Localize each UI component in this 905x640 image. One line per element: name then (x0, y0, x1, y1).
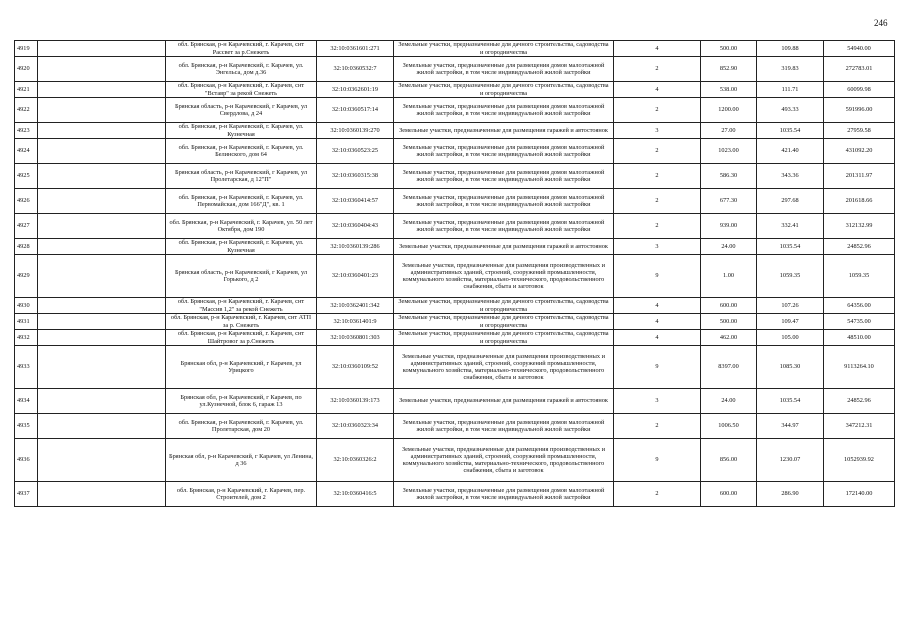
cadastral-value-cell: 201311.97 (824, 164, 895, 189)
row-number: 4923 (15, 123, 38, 139)
table-row (15, 239, 895, 255)
land-use-cell: Земельные участки, предназначенные для размещения производственных и административных зданий, строений, сооружений промышленности, коммунального хозяйства, материально-технического, продовольственного снабжения, сбыта и заготовок (394, 439, 614, 482)
cadastral-value-cell: 48510.00 (824, 330, 895, 346)
table-row (15, 164, 895, 189)
land-use-cell: Земельные участки, предназначенные для размещения домов малоэтажной жилой застройки, в том числе индивидуальной жилой застройки (394, 482, 614, 507)
specific-value-cell: 421.40 (757, 139, 824, 164)
cadastral-number-cell: 32:10:0361601:271 (317, 41, 394, 57)
area-cell: 600.00 (701, 482, 757, 507)
address-cell: обл. Брянская, р-н Карачевский, г. Карачев, снт "Массив 1,2" за рекой Снежеть (166, 298, 317, 314)
group-cell: 2 (614, 139, 701, 164)
row-number: 4934 (15, 389, 38, 414)
cadastral-value-cell: 431092.20 (824, 139, 895, 164)
group-cell: 3 (614, 239, 701, 255)
table-row (15, 482, 895, 507)
empty-cell (38, 255, 166, 298)
cadastral-number-cell: 32:10:0361401:9 (317, 314, 394, 330)
empty-cell (38, 82, 166, 98)
table-row (15, 214, 895, 239)
cadastral-number-cell: 32:10:0360416:5 (317, 482, 394, 507)
cadastral-value-cell: 312132.99 (824, 214, 895, 239)
table-row (15, 57, 895, 82)
cadastral-value-cell: 27959.58 (824, 123, 895, 139)
address-cell: Брянская обл, р-н Карачевский, г Карачев, ул Ленина, д 36 (166, 439, 317, 482)
land-use-cell: Земельные участки, предназначенные для размещения гаражей и автостоянок (394, 123, 614, 139)
table-body (15, 41, 895, 507)
address-cell: обл. Брянская, р-н Карачевский, г. Карачев, ул. Кузнечная (166, 123, 317, 139)
cadastral-value-cell: 347212.31 (824, 414, 895, 439)
empty-cell (38, 189, 166, 214)
specific-value-cell: 493.33 (757, 98, 824, 123)
cadastral-number-cell: 32:10:0360139:286 (317, 239, 394, 255)
address-cell: обл. Брянская, р-н Карачевский, г. Карачев, пер. Строителей, дом 2 (166, 482, 317, 507)
address-cell: Брянская обл, р-н Карачевский, г Карачев, по ул.Кузнечной, блок 6, гараж 13 (166, 389, 317, 414)
cadastral-value-cell: 272783.01 (824, 57, 895, 82)
cadastral-number-cell: 32:10:0360109:52 (317, 346, 394, 389)
row-number: 4927 (15, 214, 38, 239)
row-number: 4919 (15, 41, 38, 57)
land-use-cell: Земельные участки, предназначенные для размещения домов малоэтажной жилой застройки, в том числе индивидуальной жилой застройки (394, 414, 614, 439)
cadastral-value-cell: 1052939.92 (824, 439, 895, 482)
empty-cell (38, 239, 166, 255)
table-row (15, 41, 895, 57)
cadastral-number-cell: 32:10:0360139:270 (317, 123, 394, 139)
specific-value-cell: 344.97 (757, 414, 824, 439)
group-cell: 4 (614, 298, 701, 314)
area-cell: 462.00 (701, 330, 757, 346)
cadastral-value-cell: 64356.00 (824, 298, 895, 314)
table-row (15, 414, 895, 439)
cadastral-number-cell: 32:10:0360414:57 (317, 189, 394, 214)
specific-value-cell: 109.47 (757, 314, 824, 330)
empty-cell (38, 346, 166, 389)
cadastral-value-cell: 24852.96 (824, 389, 895, 414)
empty-cell (38, 439, 166, 482)
group-cell: 2 (614, 164, 701, 189)
table-row (15, 346, 895, 389)
group-cell: 4 (614, 330, 701, 346)
land-use-cell: Земельные участки, предназначенные для размещения производственных и административных зданий, строений, сооружений промышленности, коммунального хозяйства, материально-технического, продовольственного снабжения, сбыта и заготовок (394, 346, 614, 389)
address-cell: Брянская обл, р-н Карачевский, г Карачев, ул Урицкого (166, 346, 317, 389)
specific-value-cell: 111.71 (757, 82, 824, 98)
cadastral-value-cell: 591996.00 (824, 98, 895, 123)
row-number: 4930 (15, 298, 38, 314)
cadastral-number-cell: 32:10:0360326:2 (317, 439, 394, 482)
group-cell: 2 (614, 414, 701, 439)
empty-cell (38, 57, 166, 82)
group-cell: 3 (614, 389, 701, 414)
address-cell: обл. Брянская, р-н Карачевский, г. Карачев, снт Рассвет за р.Снежеть (166, 41, 317, 57)
empty-cell (38, 123, 166, 139)
table-row (15, 189, 895, 214)
table-row (15, 255, 895, 298)
area-cell: 852.90 (701, 57, 757, 82)
row-number: 4922 (15, 98, 38, 123)
row-number: 4921 (15, 82, 38, 98)
row-number: 4926 (15, 189, 38, 214)
row-number: 4932 (15, 330, 38, 346)
empty-cell (38, 314, 166, 330)
area-cell: 1023.00 (701, 139, 757, 164)
cadastral-value-cell: 172140.00 (824, 482, 895, 507)
area-cell: 500.00 (701, 41, 757, 57)
address-cell: Брянская область, р-н Карачевский, г Карачев, ул Горького, д 2 (166, 255, 317, 298)
group-cell: 2 (614, 214, 701, 239)
row-number: 4929 (15, 255, 38, 298)
land-use-cell: Земельные участки, предназначенные для размещения домов малоэтажной жилой застройки, в том числе индивидуальной жилой застройки (394, 139, 614, 164)
empty-cell (38, 389, 166, 414)
address-cell: обл. Брянская, р-н Карачевский, г. Карачев, снт "Вставр" за рекой Снежеть (166, 82, 317, 98)
empty-cell (38, 214, 166, 239)
address-cell: Брянская область, р-н Карачевский, г Карачев, ул Свердлова, д 24 (166, 98, 317, 123)
specific-value-cell: 286.90 (757, 482, 824, 507)
area-cell: 1006.50 (701, 414, 757, 439)
group-cell: 9 (614, 439, 701, 482)
land-use-cell: Земельные участки, предназначенные для размещения домов малоэтажной жилой застройки, в том числе индивидуальной жилой застройки (394, 214, 614, 239)
specific-value-cell: 1059.35 (757, 255, 824, 298)
land-use-cell: Земельные участки, предназначенные для размещения домов малоэтажной жилой застройки, в том числе индивидуальной жилой застройки (394, 189, 614, 214)
table-row (15, 139, 895, 164)
specific-value-cell: 343.36 (757, 164, 824, 189)
cadastral-number-cell: 32:10:0360139:173 (317, 389, 394, 414)
specific-value-cell: 332.41 (757, 214, 824, 239)
address-cell: обл. Брянская, р-н Карачевский, г. Карачев, ул. Первомайская, дом 166"Д", кв. 1 (166, 189, 317, 214)
cadastral-number-cell: 32:10:0360315:38 (317, 164, 394, 189)
empty-cell (38, 482, 166, 507)
area-cell: 856.00 (701, 439, 757, 482)
empty-cell (38, 98, 166, 123)
cadastral-number-cell: 32:10:0360532:7 (317, 57, 394, 82)
area-cell: 600.00 (701, 298, 757, 314)
cadastral-number-cell: 32:10:0362401:342 (317, 298, 394, 314)
group-cell: 4 (614, 82, 701, 98)
cadastral-number-cell: 32:10:0360801:303 (317, 330, 394, 346)
cadastral-number-cell: 32:10:0360401:23 (317, 255, 394, 298)
group-cell: 4 (614, 314, 701, 330)
group-cell: 9 (614, 255, 701, 298)
area-cell: 500.00 (701, 314, 757, 330)
area-cell: 24.00 (701, 389, 757, 414)
empty-cell (38, 330, 166, 346)
specific-value-cell: 297.68 (757, 189, 824, 214)
area-cell: 8397.00 (701, 346, 757, 389)
address-cell: обл. Брянская, р-н Карачевский, г. Карачев, ул. Пролетарская, дом 20 (166, 414, 317, 439)
cadastral-value-cell: 201618.66 (824, 189, 895, 214)
row-number: 4928 (15, 239, 38, 255)
address-cell: обл. Брянская, р-н Карачевский, г. Карачев, ул. 50 лет Октября, дом 190 (166, 214, 317, 239)
specific-value-cell: 1035.54 (757, 123, 824, 139)
land-use-cell: Земельные участки, предназначенные для дачного строительства, садоводства и огородничества (394, 298, 614, 314)
cadastral-number-cell: 32:10:0360404:43 (317, 214, 394, 239)
row-number: 4933 (15, 346, 38, 389)
address-cell: обл. Брянская, р-н Карачевский, г. Карачев, ул. Кузнечная (166, 239, 317, 255)
land-use-cell: Земельные участки, предназначенные для дачного строительства, садоводства и огородничества (394, 330, 614, 346)
area-cell: 27.00 (701, 123, 757, 139)
land-use-cell: Земельные участки, предназначенные для дачного строительства, садоводства и огородничества (394, 314, 614, 330)
specific-value-cell: 107.26 (757, 298, 824, 314)
cadastral-value-cell: 9113264.10 (824, 346, 895, 389)
address-cell: обл. Брянская, р-н Карачевский, г. Карачев, ул. Энгельса, дом д.36 (166, 57, 317, 82)
group-cell: 2 (614, 189, 701, 214)
row-number: 4925 (15, 164, 38, 189)
row-number: 4935 (15, 414, 38, 439)
page-number: 246 (874, 18, 888, 28)
area-cell: 1200.00 (701, 98, 757, 123)
area-cell: 538.00 (701, 82, 757, 98)
group-cell: 2 (614, 482, 701, 507)
address-cell: обл. Брянская, р-н Карачевский, г. Карачев, снт Шайтровог за р.Снежеть (166, 330, 317, 346)
cadastral-number-cell: 32:10:0360323:34 (317, 414, 394, 439)
land-use-cell: Земельные участки, предназначенные для размещения домов малоэтажной жилой застройки, в том числе индивидуальной жилой застройки (394, 98, 614, 123)
row-number: 4924 (15, 139, 38, 164)
specific-value-cell: 1085.30 (757, 346, 824, 389)
group-cell: 2 (614, 98, 701, 123)
cadastral-value-cell: 54735.00 (824, 314, 895, 330)
empty-cell (38, 164, 166, 189)
row-number: 4931 (15, 314, 38, 330)
address-cell: обл. Брянская, р-н Карачевский, г. Карачев, ул. Белинского, дом 64 (166, 139, 317, 164)
table-row (15, 98, 895, 123)
cadastral-value-cell: 60099.98 (824, 82, 895, 98)
cadastral-value-cell: 54940.00 (824, 41, 895, 57)
row-number: 4937 (15, 482, 38, 507)
area-cell: 24.00 (701, 239, 757, 255)
specific-value-cell: 105.00 (757, 330, 824, 346)
row-number: 4920 (15, 57, 38, 82)
area-cell: 939.00 (701, 214, 757, 239)
table-row (15, 439, 895, 482)
land-use-cell: Земельные участки, предназначенные для размещения гаражей и автостоянок (394, 239, 614, 255)
cadastral-value-table (14, 40, 895, 507)
specific-value-cell: 1035.54 (757, 389, 824, 414)
land-use-cell: Земельные участки, предназначенные для размещения домов малоэтажной жилой застройки, в том числе индивидуальной жилой застройки (394, 57, 614, 82)
area-cell: 677.30 (701, 189, 757, 214)
specific-value-cell: 319.83 (757, 57, 824, 82)
group-cell: 3 (614, 123, 701, 139)
table-row (15, 123, 895, 139)
empty-cell (38, 414, 166, 439)
table-row (15, 298, 895, 314)
land-use-cell: Земельные участки, предназначенные для дачного строительства, садоводства и огородничества (394, 41, 614, 57)
land-use-cell: Земельные участки, предназначенные для размещения производственных и административных зданий, строений, сооружений промышленности, коммунального хозяйства, материально-технического, продовольственного снабжения, сбыта и заготовок (394, 255, 614, 298)
cadastral-value-cell: 1059.35 (824, 255, 895, 298)
land-use-cell: Земельные участки, предназначенные для дачного строительства, садоводства и огородничества (394, 82, 614, 98)
cadastral-number-cell: 32:10:0360523:25 (317, 139, 394, 164)
cadastral-number-cell: 32:10:0362601:19 (317, 82, 394, 98)
cadastral-value-cell: 24852.96 (824, 239, 895, 255)
group-cell: 2 (614, 57, 701, 82)
specific-value-cell: 109.88 (757, 41, 824, 57)
group-cell: 4 (614, 41, 701, 57)
group-cell: 9 (614, 346, 701, 389)
table-row (15, 82, 895, 98)
address-cell: Брянская область, р-н Карачевский, г Карачев, ул Пролетарская, д 12"П" (166, 164, 317, 189)
address-cell: обл. Брянская, р-н Карачевский, г. Карачев, снт АТП за р. Снежеть (166, 314, 317, 330)
area-cell: 586.30 (701, 164, 757, 189)
land-use-cell: Земельные участки, предназначенные для размещения гаражей и автостоянок (394, 389, 614, 414)
table-row (15, 314, 895, 330)
specific-value-cell: 1035.54 (757, 239, 824, 255)
empty-cell (38, 41, 166, 57)
table-row (15, 330, 895, 346)
row-number: 4936 (15, 439, 38, 482)
area-cell: 1.00 (701, 255, 757, 298)
table-row (15, 389, 895, 414)
empty-cell (38, 139, 166, 164)
cadastral-number-cell: 32:10:0360517:14 (317, 98, 394, 123)
empty-cell (38, 298, 166, 314)
specific-value-cell: 1230.07 (757, 439, 824, 482)
land-use-cell: Земельные участки, предназначенные для размещения домов малоэтажной жилой застройки, в том числе индивидуальной жилой застройки (394, 164, 614, 189)
